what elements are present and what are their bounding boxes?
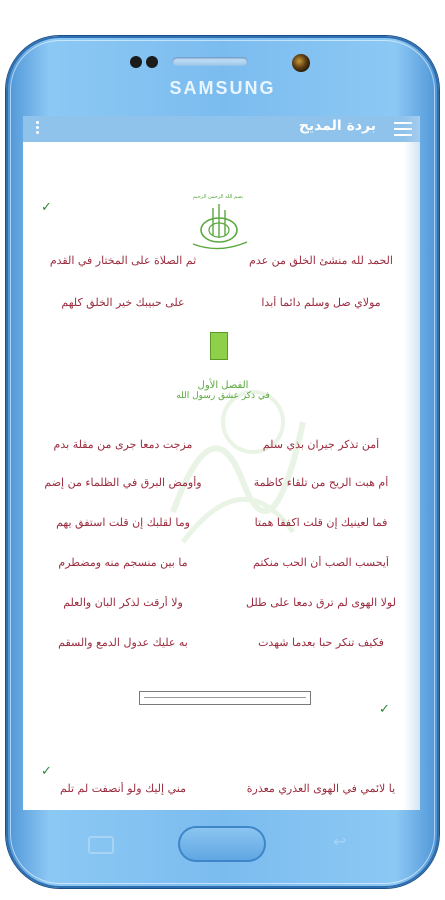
front-camera bbox=[292, 54, 310, 72]
screen-edge-shadow bbox=[404, 116, 420, 810]
hemistich-left: ثم الصلاة على المختار في القدم bbox=[49, 253, 197, 267]
hemistich-left: به عليك عدول الدمع والسقم bbox=[58, 635, 188, 649]
page-corner-mark: ✓ bbox=[379, 702, 390, 717]
earpiece-speaker bbox=[172, 57, 248, 66]
section-subtitle: في ذكر عشق رسول الله bbox=[176, 391, 270, 401]
app-title: بردة المديح bbox=[298, 118, 376, 134]
app-bar bbox=[23, 116, 420, 142]
hemistich-right: الحمد لله منشئ الخلق من عدم bbox=[249, 253, 393, 267]
hemistich-right: أيحسب الصب أن الحب منكتم bbox=[253, 555, 389, 569]
hemistich-right: يا لائمي في الهوى العذري معذرة bbox=[246, 781, 396, 795]
sensor-dots bbox=[130, 56, 158, 68]
hemistich-left: على حبيبك خير الخلق كلهم bbox=[61, 295, 185, 309]
hemistich-left: ما بين منسجم منه ومضطرم bbox=[58, 555, 188, 569]
kebab-menu-icon[interactable] bbox=[33, 120, 41, 138]
intro-verse-1 bbox=[37, 248, 407, 272]
hemistich-right: فكيف تنكر حبا بعدما شهدت bbox=[258, 635, 384, 649]
hemistich-right: أم هبت الريح من تلقاء كاظمة bbox=[253, 475, 389, 489]
page-corner-mark: ✓ bbox=[41, 200, 52, 215]
app-screen bbox=[23, 116, 420, 810]
hemistich-left: وأومض البرق في الظلماء من إضم bbox=[44, 475, 202, 489]
page-corner-mark: ✓ bbox=[41, 764, 52, 779]
verse-next-page bbox=[37, 776, 407, 800]
header-small-text: بسم الله الرحمن الرحيم bbox=[192, 194, 244, 200]
verse-5 bbox=[37, 590, 407, 614]
hemistich-right: فما لعينيك إن قلت اكففا همتا bbox=[254, 515, 388, 529]
hemistich-left: مزجت دمعا جرى من مقلة بدم bbox=[53, 437, 193, 451]
verse-2 bbox=[37, 470, 407, 494]
intro-verse-2 bbox=[37, 290, 407, 314]
back-icon[interactable]: ↩ bbox=[333, 832, 347, 851]
section-heading bbox=[143, 380, 303, 401]
hemistich-left: وما لقلبك إن قلت استفق يهم bbox=[56, 515, 190, 529]
page-content[interactable] bbox=[23, 142, 420, 810]
page-divider bbox=[139, 691, 311, 705]
hemistich-right: أمن تذكر جيران بذي سلم bbox=[262, 437, 380, 451]
verse-6 bbox=[37, 630, 407, 654]
hemistich-right: مولاي صل وسلم دائما أبدا bbox=[261, 295, 381, 309]
section-title: الفصل الأول bbox=[197, 380, 249, 391]
home-button[interactable] bbox=[178, 826, 266, 862]
recent-apps-icon[interactable] bbox=[88, 836, 114, 854]
hemistich-left: مني إليك ولو أنصفت لم تلم bbox=[60, 781, 186, 795]
verse-1 bbox=[37, 432, 407, 456]
green-ornament bbox=[210, 332, 228, 360]
hemistich-right: لولا الهوى لم ترق دمعا على طلل bbox=[246, 595, 396, 609]
hemistich-left: ولا أرقت لذكر البان والعلم bbox=[63, 595, 183, 609]
device-brand: SAMSUNG bbox=[169, 78, 276, 98]
verse-4 bbox=[37, 550, 407, 574]
verse-3 bbox=[37, 510, 407, 534]
